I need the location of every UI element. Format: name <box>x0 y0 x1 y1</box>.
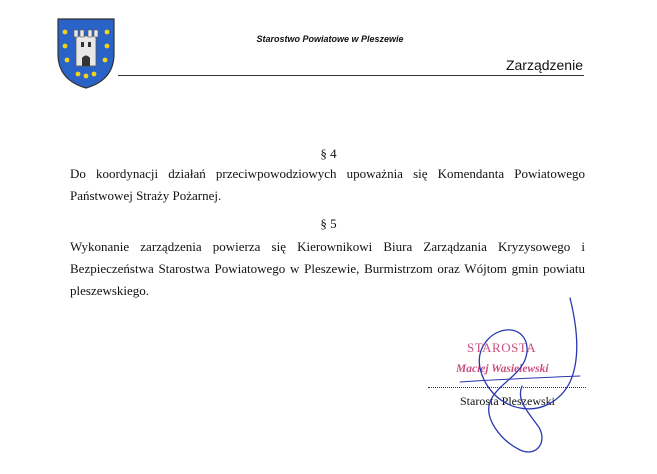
handwritten-signature-icon <box>420 290 610 465</box>
section-text: Wykonanie zarządzenia powierza się Kierownikowi Biura Zarządzania Kryzysowego i Bezpieczeństwa Starostwa Powiatowego w Pleszewie, Burmistrzom oraz Wójtom gmin powiatu pleszewskiego. <box>70 239 585 298</box>
signer-role: Starosta Pleszewski <box>460 394 555 408</box>
coat-of-arms-icon <box>54 16 118 90</box>
stamp-name: Maciej Wasielewski <box>456 363 549 375</box>
section-mark: § 5 <box>320 216 337 231</box>
header-divider <box>118 75 584 76</box>
institution-name: Starostwo Powiatowe w Pleszewie <box>256 34 404 44</box>
stamp-title: STAROSTA <box>467 340 537 355</box>
section-mark: § 4 <box>320 146 337 161</box>
document-type-title: Zarządzenie <box>505 57 583 73</box>
section-text: Do koordynacji działań przeciwpowodziowych upoważnia się Komendanta Powiatowego Państwowej Straży Pożarnej. <box>70 166 585 203</box>
